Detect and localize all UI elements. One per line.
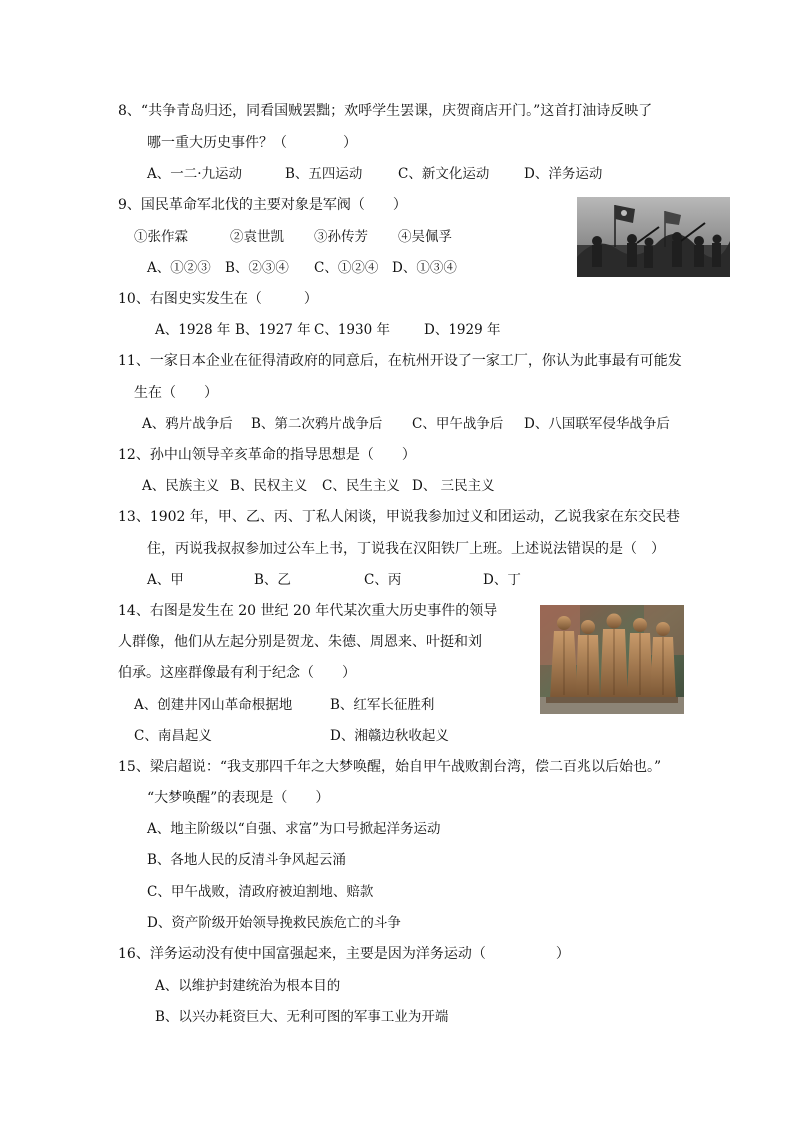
q8-option-a: A、一二·九运动 xyxy=(147,166,243,182)
q15-option-b: B、各地人民的反清斗争风起云涌 xyxy=(147,852,346,868)
q11-stem-cont: 生在（ ） xyxy=(134,385,218,401)
q14-option-a: A、创建井冈山革命根据地 xyxy=(134,697,293,713)
q13-stem: 13、1902 年，甲、乙、丙、丁私人闲谈，甲说我参加过义和团运动，乙说我家在东交民巷 xyxy=(118,509,680,525)
q8-stem-cont: 哪一重大历史事件？（ ） xyxy=(147,135,357,151)
q8-stem: 8、“共争青岛归还，同看国贼罢黜；欢呼学生罢课，庆贺商店开门。”这首打油诗反映了 xyxy=(118,103,653,119)
q14-stem: 14、右图是发生在 20 世纪 20 年代某次重大历史事件的领导 xyxy=(118,603,498,619)
q13-option-d: D、丁 xyxy=(483,572,521,588)
q9-option-a: A、①②③ xyxy=(147,260,211,276)
q12-option-a: A、民族主义 xyxy=(142,478,220,494)
q13-option-c: C、丙 xyxy=(364,572,402,588)
q12-stem: 12、孙中山领导辛亥革命的指导思想是（ ） xyxy=(118,447,416,463)
northern-expedition-photo xyxy=(577,197,730,277)
q12-option-b: B、民权主义 xyxy=(230,478,308,494)
q12-option-c: C、民生主义 xyxy=(322,478,400,494)
q15-stem: 15、梁启超说：“我支那四千年之大梦唤醒，始自甲午战败割台湾，偿二百兆以后始也。” xyxy=(118,759,662,775)
q14-stem-cont2: 伯承。这座群像最有利于纪念（ ） xyxy=(118,665,356,681)
q14-stem-cont: 人群像，他们从左起分别是贺龙、朱德、周恩来、叶挺和刘 xyxy=(118,634,482,650)
q16-option-b: B、以兴办耗资巨大、无利可图的军事工业为开端 xyxy=(155,1009,449,1025)
q10-option-c: C、1930 年 xyxy=(314,322,390,338)
q10-option-d: D、1929 年 xyxy=(424,322,501,338)
q9-option-d: D、①③④ xyxy=(392,260,457,276)
q15-stem-cont: “大梦唤醒”的表现是（ ） xyxy=(147,790,330,806)
q11-option-a: A、鸦片战争后 xyxy=(142,416,233,432)
q13-stem-cont: 住，丙说我叔叔参加过公车上书，丁说我在汉阳铁厂上班。上述说法错误的是（ ） xyxy=(147,541,665,557)
q9-item-3: ③孙传芳 xyxy=(314,229,368,245)
q8-option-b: B、五四运动 xyxy=(285,166,363,182)
q9-option-c: C、①②④ xyxy=(314,260,379,276)
q10-stem: 10、右图史实发生在（ ） xyxy=(118,291,318,307)
q11-option-d: D、八国联军侵华战争后 xyxy=(524,416,670,432)
q12-option-d: D、 三民主义 xyxy=(412,478,495,494)
statue-group-photo xyxy=(540,605,684,714)
q15-option-d: D、资产阶级开始领导挽救民族危亡的斗争 xyxy=(147,915,401,931)
q14-option-d: D、湘赣边秋收起义 xyxy=(330,728,449,744)
q11-option-c: C、甲午战争后 xyxy=(412,416,504,432)
q14-option-b: B、红军长征胜利 xyxy=(330,697,435,713)
q16-option-a: A、以维护封建统治为根本目的 xyxy=(155,978,341,994)
q9-stem: 9、国民革命军北伐的主要对象是军阀（ ） xyxy=(118,197,407,213)
q14-option-c: C、南昌起义 xyxy=(134,728,212,744)
q9-item-4: ④吴佩孚 xyxy=(398,229,452,245)
q9-item-2: ②袁世凯 xyxy=(230,229,284,245)
q10-option-a: A、1928 年 xyxy=(155,322,231,338)
q11-option-b: B、第二次鸦片战争后 xyxy=(251,416,383,432)
q9-item-1: ①张作霖 xyxy=(134,229,188,245)
q8-option-c: C、新文化运动 xyxy=(398,166,490,182)
q13-option-b: B、乙 xyxy=(254,572,291,588)
q15-option-c: C、甲午战败，清政府被迫割地、赔款 xyxy=(147,884,374,900)
q16-stem: 16、洋务运动没有使中国富强起来，主要是因为洋务运动（ ） xyxy=(118,946,570,962)
q11-stem: 11、一家日本企业在征得清政府的同意后，在杭州开设了一家工厂，你认为此事最有可能发 xyxy=(118,353,682,369)
q9-option-b: B、②③④ xyxy=(225,260,289,276)
q8-option-d: D、洋务运动 xyxy=(524,166,603,182)
q10-option-b: B、1927 年 xyxy=(235,322,311,338)
q13-option-a: A、甲 xyxy=(147,572,184,588)
q15-option-a: A、地主阶级以“自强、求富”为口号掀起洋务运动 xyxy=(147,821,441,837)
